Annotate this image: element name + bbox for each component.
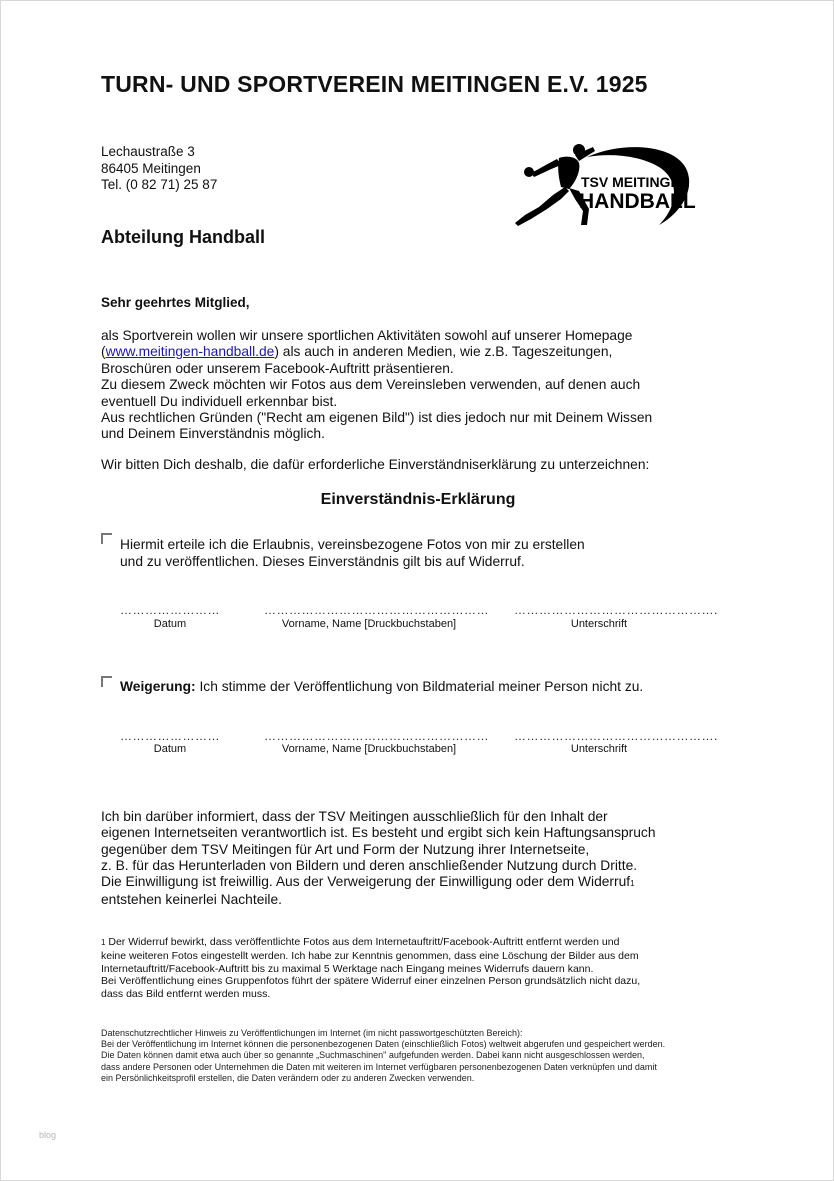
intro-line: eventuell Du individuell erkennbar bist. <box>101 393 338 409</box>
date-label: Datum <box>153 618 187 630</box>
liability-paragraph <box>101 809 656 909</box>
refusal-checkbox[interactable] <box>101 676 114 689</box>
privacy-line: Bei der Veröffentlichung im Internet können die personenbezogenen Daten (einschließlich Fotos) weltweit abgerufen und gespeichert werden. <box>101 1039 666 1050</box>
intro-line: als Sportverein wollen wir unsere sportlichen Aktivitäten sowohl auf unserer Homepage <box>101 328 633 343</box>
logo-text-line1: TSV MEITINGEN <box>581 174 690 190</box>
footnote <box>101 936 640 1001</box>
privacy-line: ein Persönlichkeitsprofil erstellen, die Daten verändern oder zu anderen Zwecken verwenden. <box>101 1072 475 1083</box>
club-title: TURN- UND SPORTVEREIN MEITINGEN E.V. 1925 <box>101 71 648 97</box>
intro-paragraph <box>101 328 741 443</box>
privacy-notice <box>101 1028 665 1084</box>
footnote-line: Internetauftritt/Facebook-Auftritt bis zu maximal 5 Werktage nach Eingang meines Widerrufs dauern kann. <box>101 962 594 975</box>
refusal-statement: Ich stimme der Veröffentlichung von Bildmaterial meiner Person nicht zu. <box>195 679 644 694</box>
intro-line: Broschüren oder unserem Facebook-Auftritt präsentieren. <box>101 360 454 376</box>
request-text: Wir bitten Dich deshalb, die dafür erforderliche Einverständniserklärung zu unterzeichnen: <box>101 457 650 472</box>
signature-label: Unterschrift <box>570 743 628 755</box>
paren-open: ( <box>101 344 106 360</box>
date-line-2[interactable]: …………………… <box>120 729 220 743</box>
watermark: blog <box>39 1130 57 1140</box>
handball-logo <box>509 141 699 231</box>
consent-checkbox[interactable] <box>101 533 114 546</box>
name-line-1[interactable]: ……………………………………………… <box>264 603 489 617</box>
date-label: Datum <box>153 743 187 755</box>
privacy-line: Die Daten können damit etwa auch über so genannte „Suchmaschinen" aufgefunden werden. Dabei kann nicht ausgeschlossen werden, <box>101 1050 645 1061</box>
department-heading: Abteilung Handball <box>101 227 265 247</box>
salutation: Sehr geehrtes Mitglied, <box>101 295 250 310</box>
info-line <box>101 874 656 892</box>
intro-line <box>101 344 741 360</box>
footnote-line: Bei Veröffentlichung eines Gruppenfotos führt der spätere Widerruf einer einzelnen Person grundsätzlich nicht dazu, <box>101 975 641 988</box>
footnote-marker: 1 <box>630 879 635 889</box>
info-line: gegenüber dem TSV Meitingen für Art und Form der Nutzung ihrer Internetseite, <box>101 841 590 857</box>
address-street: Lechaustraße 3 <box>101 144 195 159</box>
privacy-line: Datenschutzrechtlicher Hinweis zu Veröffentlichungen im Internet (im nicht passwortgeschützten Bereich): <box>101 1028 523 1038</box>
refusal-text <box>120 679 643 694</box>
refusal-label: Weigerung: <box>120 679 196 694</box>
signature-label: Unterschrift <box>570 618 628 630</box>
name-label: Vorname, Name [Druckbuchstaben] <box>281 743 457 755</box>
info-line-text: Die Einwilligung ist freiwillig. Aus der Verweigerung der Einwilligung oder dem Widerruf <box>101 874 631 890</box>
consent-line: und zu veröffentlichen. Dieses Einverständnis gilt bis auf Widerruf. <box>120 554 525 569</box>
info-line: entstehen keinerlei Nachteile. <box>101 892 283 908</box>
address-city: 86405 Meitingen <box>101 160 201 176</box>
name-label: Vorname, Name [Druckbuchstaben] <box>281 618 457 630</box>
info-line: z. B. für das Herunterladen von Bildern und deren anschließender Nutzung durch Dritte. <box>101 857 638 873</box>
logo-text-line2: HANDBALL <box>579 190 696 213</box>
footnote-text: Der Widerruf bewirkt, dass veröffentlichte Fotos aus dem Internetauftritt/Facebook-Auftritt entfernt werden und <box>105 936 620 948</box>
intro-line-rest: ) als auch in anderen Medien, wie z.B. Tageszeitungen, <box>274 344 613 360</box>
signature-line-1[interactable]: …………………………………………. <box>514 603 718 617</box>
footnote-line <box>101 936 640 950</box>
footnote-number: 1 <box>101 938 106 947</box>
info-line: eigenen Internetseiten verantwortlich ist. Es besteht und ergibt sich kein Haftungsanspruch <box>101 825 656 841</box>
consent-line: Hiermit erteile ich die Erlaubnis, vereinsbezogene Fotos von mir zu erstellen <box>120 537 585 552</box>
footnote-line: dass das Bild entfernt werden muss. <box>101 988 271 1001</box>
homepage-link[interactable]: www.meitingen-handball.de <box>105 344 275 360</box>
info-line: Ich bin darüber informiert, dass der TSV Meitingen ausschließlich für den Inhalt der <box>101 809 608 824</box>
name-line-2[interactable]: ……………………………………………… <box>264 729 489 743</box>
consent-text <box>120 536 585 570</box>
footnote-line: keine weiteren Fotos eingestellt werden. Ich habe zur Kenntnis genommen, dass eine Löschung der Bilder aus dem <box>101 949 639 962</box>
intro-line: Aus rechtlichen Gründen ("Recht am eigenen Bild") ist dies jedoch nur mit Deinem Wissen <box>101 410 653 426</box>
club-address <box>101 144 217 194</box>
signature-line-2[interactable]: …………………………………………. <box>514 729 718 743</box>
date-line-1[interactable]: …………………… <box>120 603 220 617</box>
declaration-heading: Einverständnis-Erklärung <box>320 491 516 508</box>
address-phone: Tel. (0 82 71) 25 87 <box>101 177 218 192</box>
intro-line: und Deinem Einverständnis möglich. <box>101 426 325 442</box>
intro-line: Zu diesem Zweck möchten wir Fotos aus dem Vereinsleben verwenden, auf denen auch <box>101 377 641 393</box>
privacy-line: dass andere Personen oder Unternehmen die Daten mit weiteren im Internet verfügbaren personenbezogenen Daten verknüpfen und damit <box>101 1061 657 1072</box>
